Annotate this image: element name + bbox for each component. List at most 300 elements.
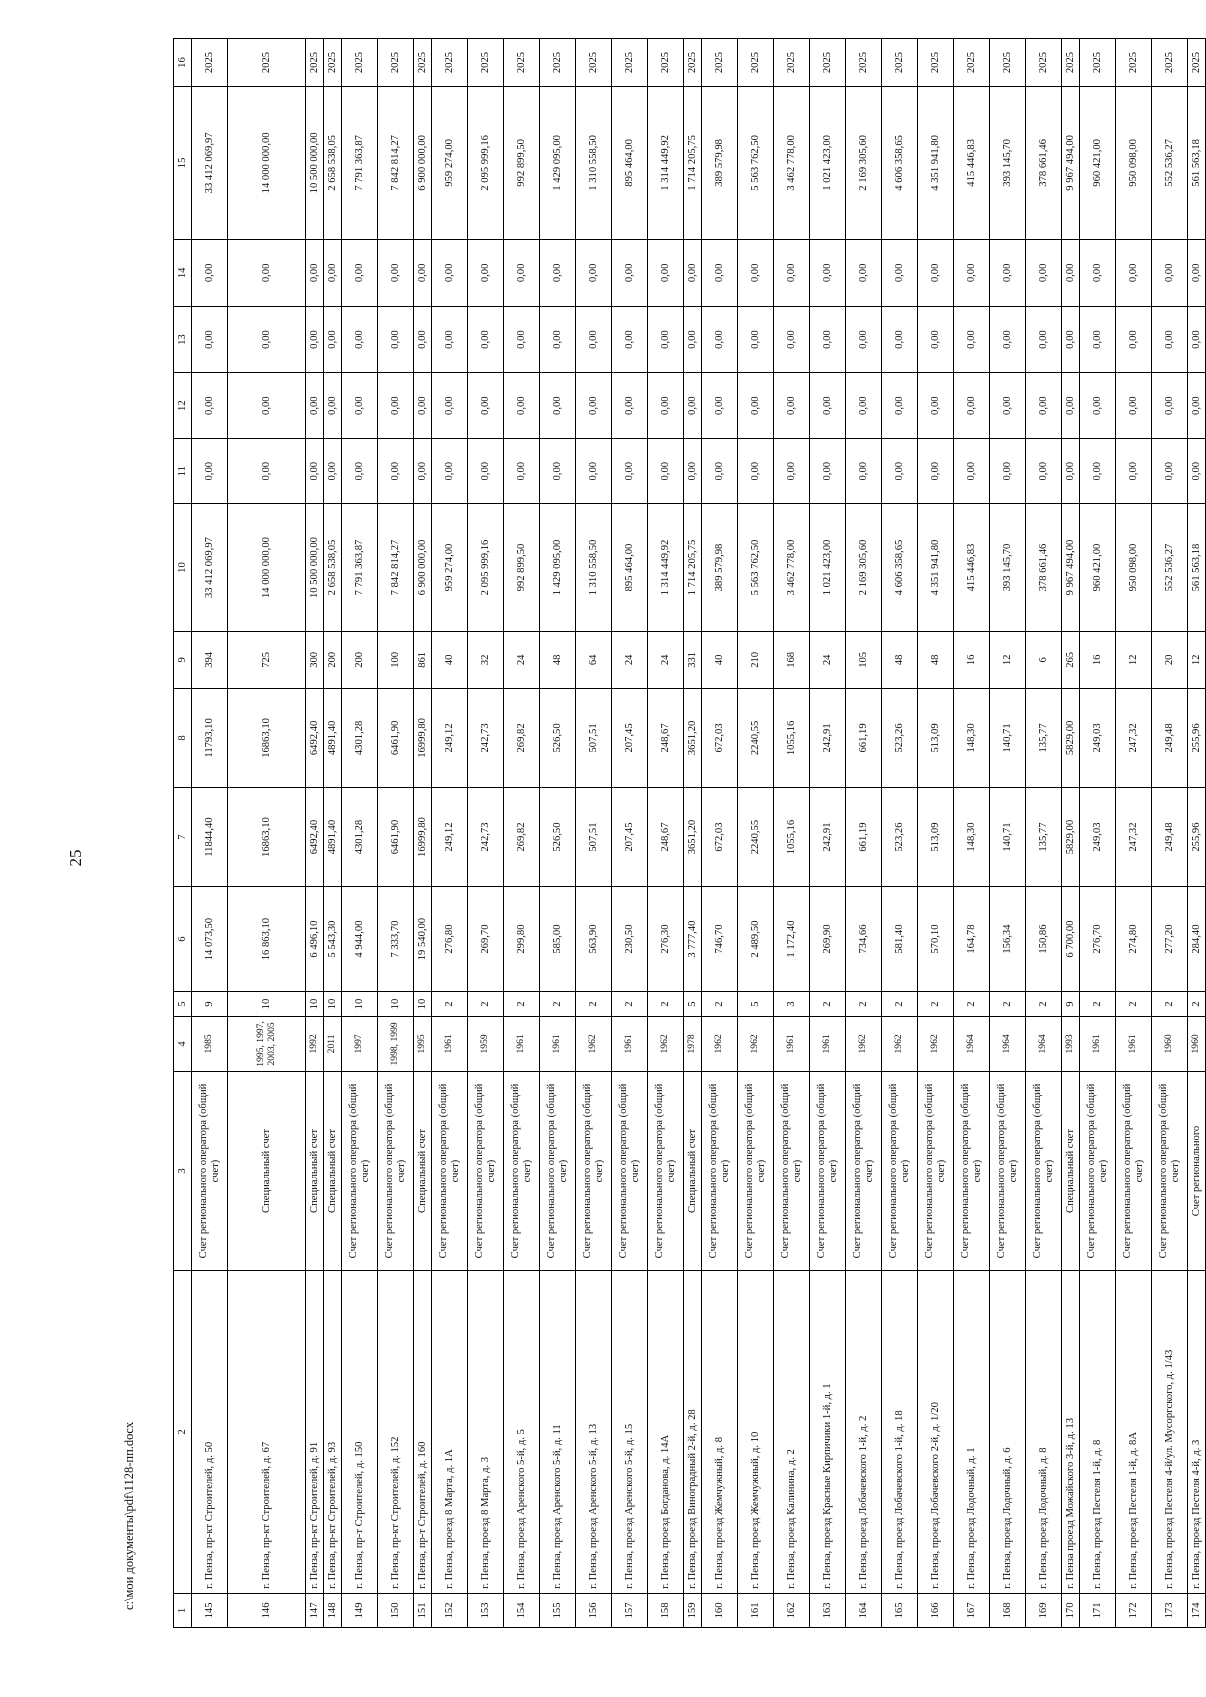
table-cell: 1992 xyxy=(306,1017,324,1072)
table-cell: 170 xyxy=(1062,1593,1080,1627)
table-cell: 10 xyxy=(324,992,342,1017)
table-cell: 1961 xyxy=(540,1017,576,1072)
column-number-cell: 11 xyxy=(174,439,192,504)
table-cell: 162 xyxy=(774,1593,810,1627)
table-row xyxy=(468,39,504,1628)
table-cell: 174 xyxy=(1188,1593,1206,1627)
table-cell: 7 791 363,87 xyxy=(342,504,378,632)
table-cell: 2011 xyxy=(324,1017,342,1072)
table-cell: 389 579,98 xyxy=(702,504,738,632)
table-cell: 563,90 xyxy=(576,887,612,992)
table-cell: 0,00 xyxy=(918,239,954,306)
table-cell: 0,00 xyxy=(192,439,228,504)
table-cell: 164 xyxy=(846,1593,882,1627)
table-cell: 6461,90 xyxy=(378,787,414,886)
table-cell: 2025 xyxy=(1026,39,1062,87)
table-cell: 153 xyxy=(468,1593,504,1627)
table-cell: 672,03 xyxy=(702,787,738,886)
table-cell: 0,00 xyxy=(228,373,306,439)
table-cell: 0,00 xyxy=(1152,307,1188,373)
table-cell: г. Пенза, проезд Красные Кирпичики 1-й, д. 1 xyxy=(810,1271,846,1594)
table-cell: 0,00 xyxy=(1116,439,1152,504)
table-cell: 1985 xyxy=(192,1017,228,1072)
table-cell: 0,00 xyxy=(882,239,918,306)
table-cell: 242,73 xyxy=(468,688,504,787)
table-cell: 33 412 069,97 xyxy=(192,504,228,632)
table-cell: 249,48 xyxy=(1152,688,1188,787)
table-cell: 3 xyxy=(774,992,810,1017)
table-container xyxy=(173,38,1202,1628)
table-cell: 0,00 xyxy=(648,239,684,306)
table-cell: г. Пенза, проезд Калинина, д. 2 xyxy=(774,1271,810,1594)
table-cell: г. Пенза, проезд Виноградный 2-й, д. 28 xyxy=(684,1271,702,1594)
table-cell: 4 606 358,65 xyxy=(882,504,918,632)
table-cell: 0,00 xyxy=(1152,439,1188,504)
table-cell: 2 xyxy=(954,992,990,1017)
table-cell: 0,00 xyxy=(774,307,810,373)
table-cell: г. Пенза, проезд 8 Марта, д. 3 xyxy=(468,1271,504,1594)
table-row xyxy=(432,39,468,1628)
table-cell: 40 xyxy=(702,631,738,688)
table-cell: 6 xyxy=(1026,631,1062,688)
table-row xyxy=(324,39,342,1628)
table-cell: 2 095 999,16 xyxy=(468,87,504,240)
table-cell: г. Пенза, пр-кт Строителей, д. 152 xyxy=(378,1271,414,1594)
page-number: 25 xyxy=(66,849,85,867)
table-cell: 0,00 xyxy=(432,439,468,504)
table-cell: г. Пенза, пр-кт Строителей, д. 91 xyxy=(306,1271,324,1594)
table-cell: 1961 xyxy=(774,1017,810,1072)
table-cell: 249,12 xyxy=(432,688,468,787)
table-cell: 1961 xyxy=(504,1017,540,1072)
table-cell: 378 661,46 xyxy=(1026,87,1062,240)
table-cell: 0,00 xyxy=(576,239,612,306)
table-cell: 147 xyxy=(306,1593,324,1627)
table-cell: 0,00 xyxy=(228,439,306,504)
table-cell: 2025 xyxy=(306,39,324,87)
table-cell: 0,00 xyxy=(192,373,228,439)
table-cell: 12 xyxy=(990,631,1026,688)
table-cell: 9 xyxy=(1062,992,1080,1017)
table-cell: 135,77 xyxy=(1026,688,1062,787)
table-cell: 4301,28 xyxy=(342,787,378,886)
table-cell: Счет регионального оператора (общий счет) xyxy=(702,1071,738,1270)
table-cell: 2 658 538,05 xyxy=(324,504,342,632)
table-cell: 0,00 xyxy=(576,439,612,504)
table-cell: 2 xyxy=(648,992,684,1017)
table-cell: 4891,40 xyxy=(324,787,342,886)
table-cell: Специальный счет xyxy=(306,1071,324,1270)
table-cell: г. Пенза, пр-кт Строителей, д. 67 xyxy=(228,1271,306,1594)
table-cell: 0,00 xyxy=(306,439,324,504)
table-cell: 0,00 xyxy=(228,239,306,306)
table-cell: 33 412 069,97 xyxy=(192,87,228,240)
table-cell: 2 xyxy=(810,992,846,1017)
table-cell: 415 446,83 xyxy=(954,87,990,240)
table-row xyxy=(1116,39,1152,1628)
table-cell: 0,00 xyxy=(918,307,954,373)
table-cell: г. Пенза, пр-кт Строителей, д. 50 xyxy=(192,1271,228,1594)
table-cell: Счет регионального оператора (общий счет) xyxy=(810,1071,846,1270)
table-cell: 2 xyxy=(1116,992,1152,1017)
table-cell: 1 021 423,00 xyxy=(810,87,846,240)
table-cell: 0,00 xyxy=(378,373,414,439)
table-cell: 1 429 095,00 xyxy=(540,87,576,240)
table-cell: 0,00 xyxy=(1080,373,1116,439)
table-row xyxy=(378,39,414,1628)
table-cell: 14 000 000,00 xyxy=(228,504,306,632)
table-cell: 0,00 xyxy=(378,439,414,504)
table-cell: 2025 xyxy=(228,39,306,87)
table-cell: 661,19 xyxy=(846,787,882,886)
table-cell: 992 899,50 xyxy=(504,87,540,240)
table-cell: 672,03 xyxy=(702,688,738,787)
table-cell: 1960 xyxy=(1188,1017,1206,1072)
table-cell: 394 xyxy=(192,631,228,688)
table-cell: 299,80 xyxy=(504,887,540,992)
table-cell: 16999,80 xyxy=(414,787,432,886)
table-cell: 2 xyxy=(468,992,504,1017)
table-cell: 32 xyxy=(468,631,504,688)
table-cell: 248,67 xyxy=(648,688,684,787)
table-cell: 3651,20 xyxy=(684,688,702,787)
table-row xyxy=(306,39,324,1628)
table-cell: 0,00 xyxy=(738,373,774,439)
table-cell: 0,00 xyxy=(702,307,738,373)
table-cell: 157 xyxy=(612,1593,648,1627)
table-cell: 0,00 xyxy=(324,439,342,504)
table-cell: 10 xyxy=(228,992,306,1017)
table-cell: 156,34 xyxy=(990,887,1026,992)
table-cell: 40 xyxy=(432,631,468,688)
column-number-cell: 12 xyxy=(174,373,192,439)
table-cell: 48 xyxy=(540,631,576,688)
table-cell: 561 563,18 xyxy=(1188,504,1206,632)
table-cell: 12 xyxy=(1188,631,1206,688)
table-cell: 0,00 xyxy=(306,307,324,373)
table-cell: 2025 xyxy=(774,39,810,87)
table-cell: 10 500 000,00 xyxy=(306,504,324,632)
table-cell: 0,00 xyxy=(846,239,882,306)
table-cell: 1998, 1999 xyxy=(378,1017,414,1072)
table-cell: 0,00 xyxy=(324,373,342,439)
table-cell: 249,03 xyxy=(1080,787,1116,886)
table-cell: г. Пенза, проезд Лодочный, д. 8 xyxy=(1026,1271,1062,1594)
table-cell: 265 xyxy=(1062,631,1080,688)
table-cell: 0,00 xyxy=(1116,373,1152,439)
table-cell: 0,00 xyxy=(738,239,774,306)
table-cell: г. Пенза проезд Можайского 3-й, д. 13 xyxy=(1062,1271,1080,1594)
table-cell: 269,82 xyxy=(504,787,540,886)
table-cell: 163 xyxy=(810,1593,846,1627)
table-cell: 2 169 305,60 xyxy=(846,504,882,632)
table-cell: 960 421,00 xyxy=(1080,504,1116,632)
table-cell: 2025 xyxy=(342,39,378,87)
table-cell: 5 563 762,50 xyxy=(738,87,774,240)
table-cell: 4891,40 xyxy=(324,688,342,787)
table-cell: 274,80 xyxy=(1116,887,1152,992)
table-cell: 6 700,00 xyxy=(1062,887,1080,992)
table-cell: 2240,55 xyxy=(738,688,774,787)
table-cell: 105 xyxy=(846,631,882,688)
table-cell: 0,00 xyxy=(1152,373,1188,439)
housing-register-table xyxy=(173,38,1206,1628)
table-cell: 276,70 xyxy=(1080,887,1116,992)
table-cell: 0,00 xyxy=(306,239,324,306)
table-cell: 2 xyxy=(990,992,1026,1017)
table-cell: 284,40 xyxy=(1188,887,1206,992)
table-cell: 0,00 xyxy=(540,373,576,439)
table-cell: 145 xyxy=(192,1593,228,1627)
table-cell: 2025 xyxy=(504,39,540,87)
table-cell: 247,32 xyxy=(1116,787,1152,886)
table-cell: г. Пенза, проезд Лодочный, д. 1 xyxy=(954,1271,990,1594)
table-cell: г. Пенза, проезд Аренского 5-й, д. 13 xyxy=(576,1271,612,1594)
table-cell: 172 xyxy=(1116,1593,1152,1627)
table-cell: 48 xyxy=(918,631,954,688)
table-cell: 0,00 xyxy=(1188,373,1206,439)
table-cell: 148,30 xyxy=(954,787,990,886)
table-row xyxy=(882,39,918,1628)
table-cell: 16 xyxy=(954,631,990,688)
table-cell: 1962 xyxy=(846,1017,882,1072)
table-cell: 0,00 xyxy=(1062,373,1080,439)
table-cell: 0,00 xyxy=(504,239,540,306)
table-cell: 167 xyxy=(954,1593,990,1627)
table-cell: 0,00 xyxy=(846,307,882,373)
table-cell: 1 172,40 xyxy=(774,887,810,992)
table-row xyxy=(702,39,738,1628)
table-cell: 0,00 xyxy=(648,373,684,439)
table-cell: 1 314 449,92 xyxy=(648,87,684,240)
table-cell: 0,00 xyxy=(882,373,918,439)
table-cell: 0,00 xyxy=(846,373,882,439)
table-cell: 2025 xyxy=(324,39,342,87)
table-cell: 0,00 xyxy=(1080,307,1116,373)
table-cell: 7 791 363,87 xyxy=(342,87,378,240)
table-cell: 861 xyxy=(414,631,432,688)
table-cell: 0,00 xyxy=(1062,307,1080,373)
table-cell: 159 xyxy=(684,1593,702,1627)
column-number-cell: 10 xyxy=(174,504,192,632)
table-cell: 2 xyxy=(576,992,612,1017)
table-cell: 734,66 xyxy=(846,887,882,992)
column-number-cell: 13 xyxy=(174,307,192,373)
table-cell: 161 xyxy=(738,1593,774,1627)
table-cell: 255,96 xyxy=(1188,787,1206,886)
table-row xyxy=(918,39,954,1628)
table-cell: 5 563 762,50 xyxy=(738,504,774,632)
table-cell: 276,30 xyxy=(648,887,684,992)
table-cell: 0,00 xyxy=(684,373,702,439)
table-cell: 570,10 xyxy=(918,887,954,992)
table-cell: 16 863,10 xyxy=(228,887,306,992)
table-cell: 165 xyxy=(882,1593,918,1627)
table-cell: 2025 xyxy=(1062,39,1080,87)
table-cell: 230,50 xyxy=(612,887,648,992)
table-cell: 1997 xyxy=(342,1017,378,1072)
table-cell: Счет регионального оператора (общий счет) xyxy=(846,1071,882,1270)
table-row xyxy=(504,39,540,1628)
table-cell: 3 462 778,00 xyxy=(774,504,810,632)
table-cell: 0,00 xyxy=(1116,307,1152,373)
table-cell: 24 xyxy=(648,631,684,688)
table-cell: 1962 xyxy=(702,1017,738,1072)
table-cell: Счет регионального оператора (общий счет) xyxy=(990,1071,1026,1270)
table-cell: 0,00 xyxy=(540,307,576,373)
table-cell: 152 xyxy=(432,1593,468,1627)
table-cell: 0,00 xyxy=(414,307,432,373)
table-cell: Специальный счет xyxy=(684,1071,702,1270)
table-cell: 1993 xyxy=(1062,1017,1080,1072)
column-number-cell: 4 xyxy=(174,1017,192,1072)
table-cell: 0,00 xyxy=(324,239,342,306)
table-cell: 959 274,00 xyxy=(432,87,468,240)
table-cell: 0,00 xyxy=(990,439,1026,504)
table-cell: 1 310 558,50 xyxy=(576,504,612,632)
table-cell: 10 xyxy=(306,992,324,1017)
table-row xyxy=(990,39,1026,1628)
table-cell: 0,00 xyxy=(882,307,918,373)
table-cell: 960 421,00 xyxy=(1080,87,1116,240)
table-row xyxy=(228,39,306,1628)
table-cell: 6461,90 xyxy=(378,688,414,787)
table-cell: 1 714 205,75 xyxy=(684,504,702,632)
table-cell: 4 351 941,80 xyxy=(918,504,954,632)
table-cell: 0,00 xyxy=(702,239,738,306)
table-cell: 207,45 xyxy=(612,787,648,886)
table-cell: 140,71 xyxy=(990,787,1026,886)
table-cell: г. Пенза, пр-т Строителей, д. 160 xyxy=(414,1271,432,1594)
table-cell: г. Пенза, проезд Лобачевского 2-й, д. 1/20 xyxy=(918,1271,954,1594)
table-cell: 1 310 558,50 xyxy=(576,87,612,240)
table-cell: 154 xyxy=(504,1593,540,1627)
table-row xyxy=(414,39,432,1628)
table-cell: 135,77 xyxy=(1026,787,1062,886)
table-cell: 0,00 xyxy=(954,307,990,373)
table-row xyxy=(1080,39,1116,1628)
table-cell: 378 661,46 xyxy=(1026,504,1062,632)
table-cell: 0,00 xyxy=(414,439,432,504)
table-cell: 0,00 xyxy=(918,439,954,504)
footer-file-path: c:\мои документы\pdf\1128-пп.docx xyxy=(122,1421,136,1610)
table-cell: 0,00 xyxy=(702,373,738,439)
table-cell: 148 xyxy=(324,1593,342,1627)
table-cell: Специальный счет xyxy=(1062,1071,1080,1270)
table-cell: 5 xyxy=(684,992,702,1017)
table-cell: 0,00 xyxy=(648,307,684,373)
table-cell: 0,00 xyxy=(612,239,648,306)
table-cell: 24 xyxy=(810,631,846,688)
table-cell: Счет регионального оператора (общий счет) xyxy=(342,1071,378,1270)
table-cell: 200 xyxy=(342,631,378,688)
table-cell: 581,40 xyxy=(882,887,918,992)
table-cell: 2 xyxy=(882,992,918,1017)
table-cell: 1 021 423,00 xyxy=(810,504,846,632)
table-cell: 0,00 xyxy=(504,307,540,373)
table-cell: 148,30 xyxy=(954,688,990,787)
table-cell: 507,51 xyxy=(576,787,612,886)
table-cell: 0,00 xyxy=(540,439,576,504)
table-cell: 7 333,70 xyxy=(378,887,414,992)
table-cell: 0,00 xyxy=(306,373,324,439)
table-cell: 10 500 000,00 xyxy=(306,87,324,240)
table-row xyxy=(612,39,648,1628)
column-number-cell: 8 xyxy=(174,688,192,787)
table-cell: 6 900 000,00 xyxy=(414,504,432,632)
table-cell: 20 xyxy=(1152,631,1188,688)
table-cell: 12 xyxy=(1116,631,1152,688)
table-cell: Специальный счет xyxy=(324,1071,342,1270)
table-cell: 0,00 xyxy=(990,373,1026,439)
table-cell: 2240,55 xyxy=(738,787,774,886)
table-cell: 6 900 000,00 xyxy=(414,87,432,240)
table-cell: 0,00 xyxy=(468,373,504,439)
table-cell: 2025 xyxy=(738,39,774,87)
table-cell: 1964 xyxy=(1026,1017,1062,1072)
table-cell: 0,00 xyxy=(774,373,810,439)
table-cell: 1055,16 xyxy=(774,787,810,886)
table-cell: 0,00 xyxy=(810,307,846,373)
table-cell: 2025 xyxy=(648,39,684,87)
table-cell: 2 xyxy=(918,992,954,1017)
table-cell: 14 073,50 xyxy=(192,887,228,992)
table-cell: Счет регионального оператора (общий счет) xyxy=(1116,1071,1152,1270)
table-cell: 249,12 xyxy=(432,787,468,886)
table-cell: 150 xyxy=(378,1593,414,1627)
table-cell: 523,26 xyxy=(882,787,918,886)
table-cell: Счет регионального оператора (общий счет) xyxy=(192,1071,228,1270)
table-cell: г. Пенза, проезд Пестеля 4-й, д. 3 xyxy=(1188,1271,1206,1594)
table-cell: 561 563,18 xyxy=(1188,87,1206,240)
table-cell: 1960 xyxy=(1152,1017,1188,1072)
table-cell: 276,80 xyxy=(432,887,468,992)
table-cell: 247,32 xyxy=(1116,688,1152,787)
table-cell: 242,73 xyxy=(468,787,504,886)
table-row xyxy=(1152,39,1188,1628)
table-cell: 0,00 xyxy=(1026,439,1062,504)
table-cell: 2 489,50 xyxy=(738,887,774,992)
table-cell: 1055,16 xyxy=(774,688,810,787)
table-cell: 160 xyxy=(702,1593,738,1627)
table-cell: 0,00 xyxy=(684,439,702,504)
table-cell: 0,00 xyxy=(468,307,504,373)
table-cell: 0,00 xyxy=(612,373,648,439)
table-cell: 1995 xyxy=(414,1017,432,1072)
table-cell: 2 658 538,05 xyxy=(324,87,342,240)
table-cell: 2025 xyxy=(846,39,882,87)
table-cell: 11793,10 xyxy=(192,688,228,787)
table-cell: 1961 xyxy=(1116,1017,1152,1072)
table-cell: 10 xyxy=(414,992,432,1017)
table-cell: г. Пенза, пр-кт Строителей, д. 93 xyxy=(324,1271,342,1594)
table-cell: 0,00 xyxy=(1062,439,1080,504)
table-cell: Счет регионального оператора (общий счет) xyxy=(918,1071,954,1270)
table-cell: г. Пенза, проезд Пестеля 4-й/ул. Мусоргского, д. 1/43 xyxy=(1152,1271,1188,1594)
table-cell: 526,50 xyxy=(540,787,576,886)
table-cell: 277,20 xyxy=(1152,887,1188,992)
table-cell: 0,00 xyxy=(954,439,990,504)
table-cell: 300 xyxy=(306,631,324,688)
table-cell: 0,00 xyxy=(1026,373,1062,439)
table-cell: Счет регионального оператора (общий счет) xyxy=(1080,1071,1116,1270)
table-cell: 0,00 xyxy=(432,307,468,373)
table-cell: 2025 xyxy=(612,39,648,87)
table-cell: 415 446,83 xyxy=(954,504,990,632)
table-cell: Счет регионального xyxy=(1188,1071,1206,1270)
table-cell: 0,00 xyxy=(810,373,846,439)
table-row xyxy=(576,39,612,1628)
